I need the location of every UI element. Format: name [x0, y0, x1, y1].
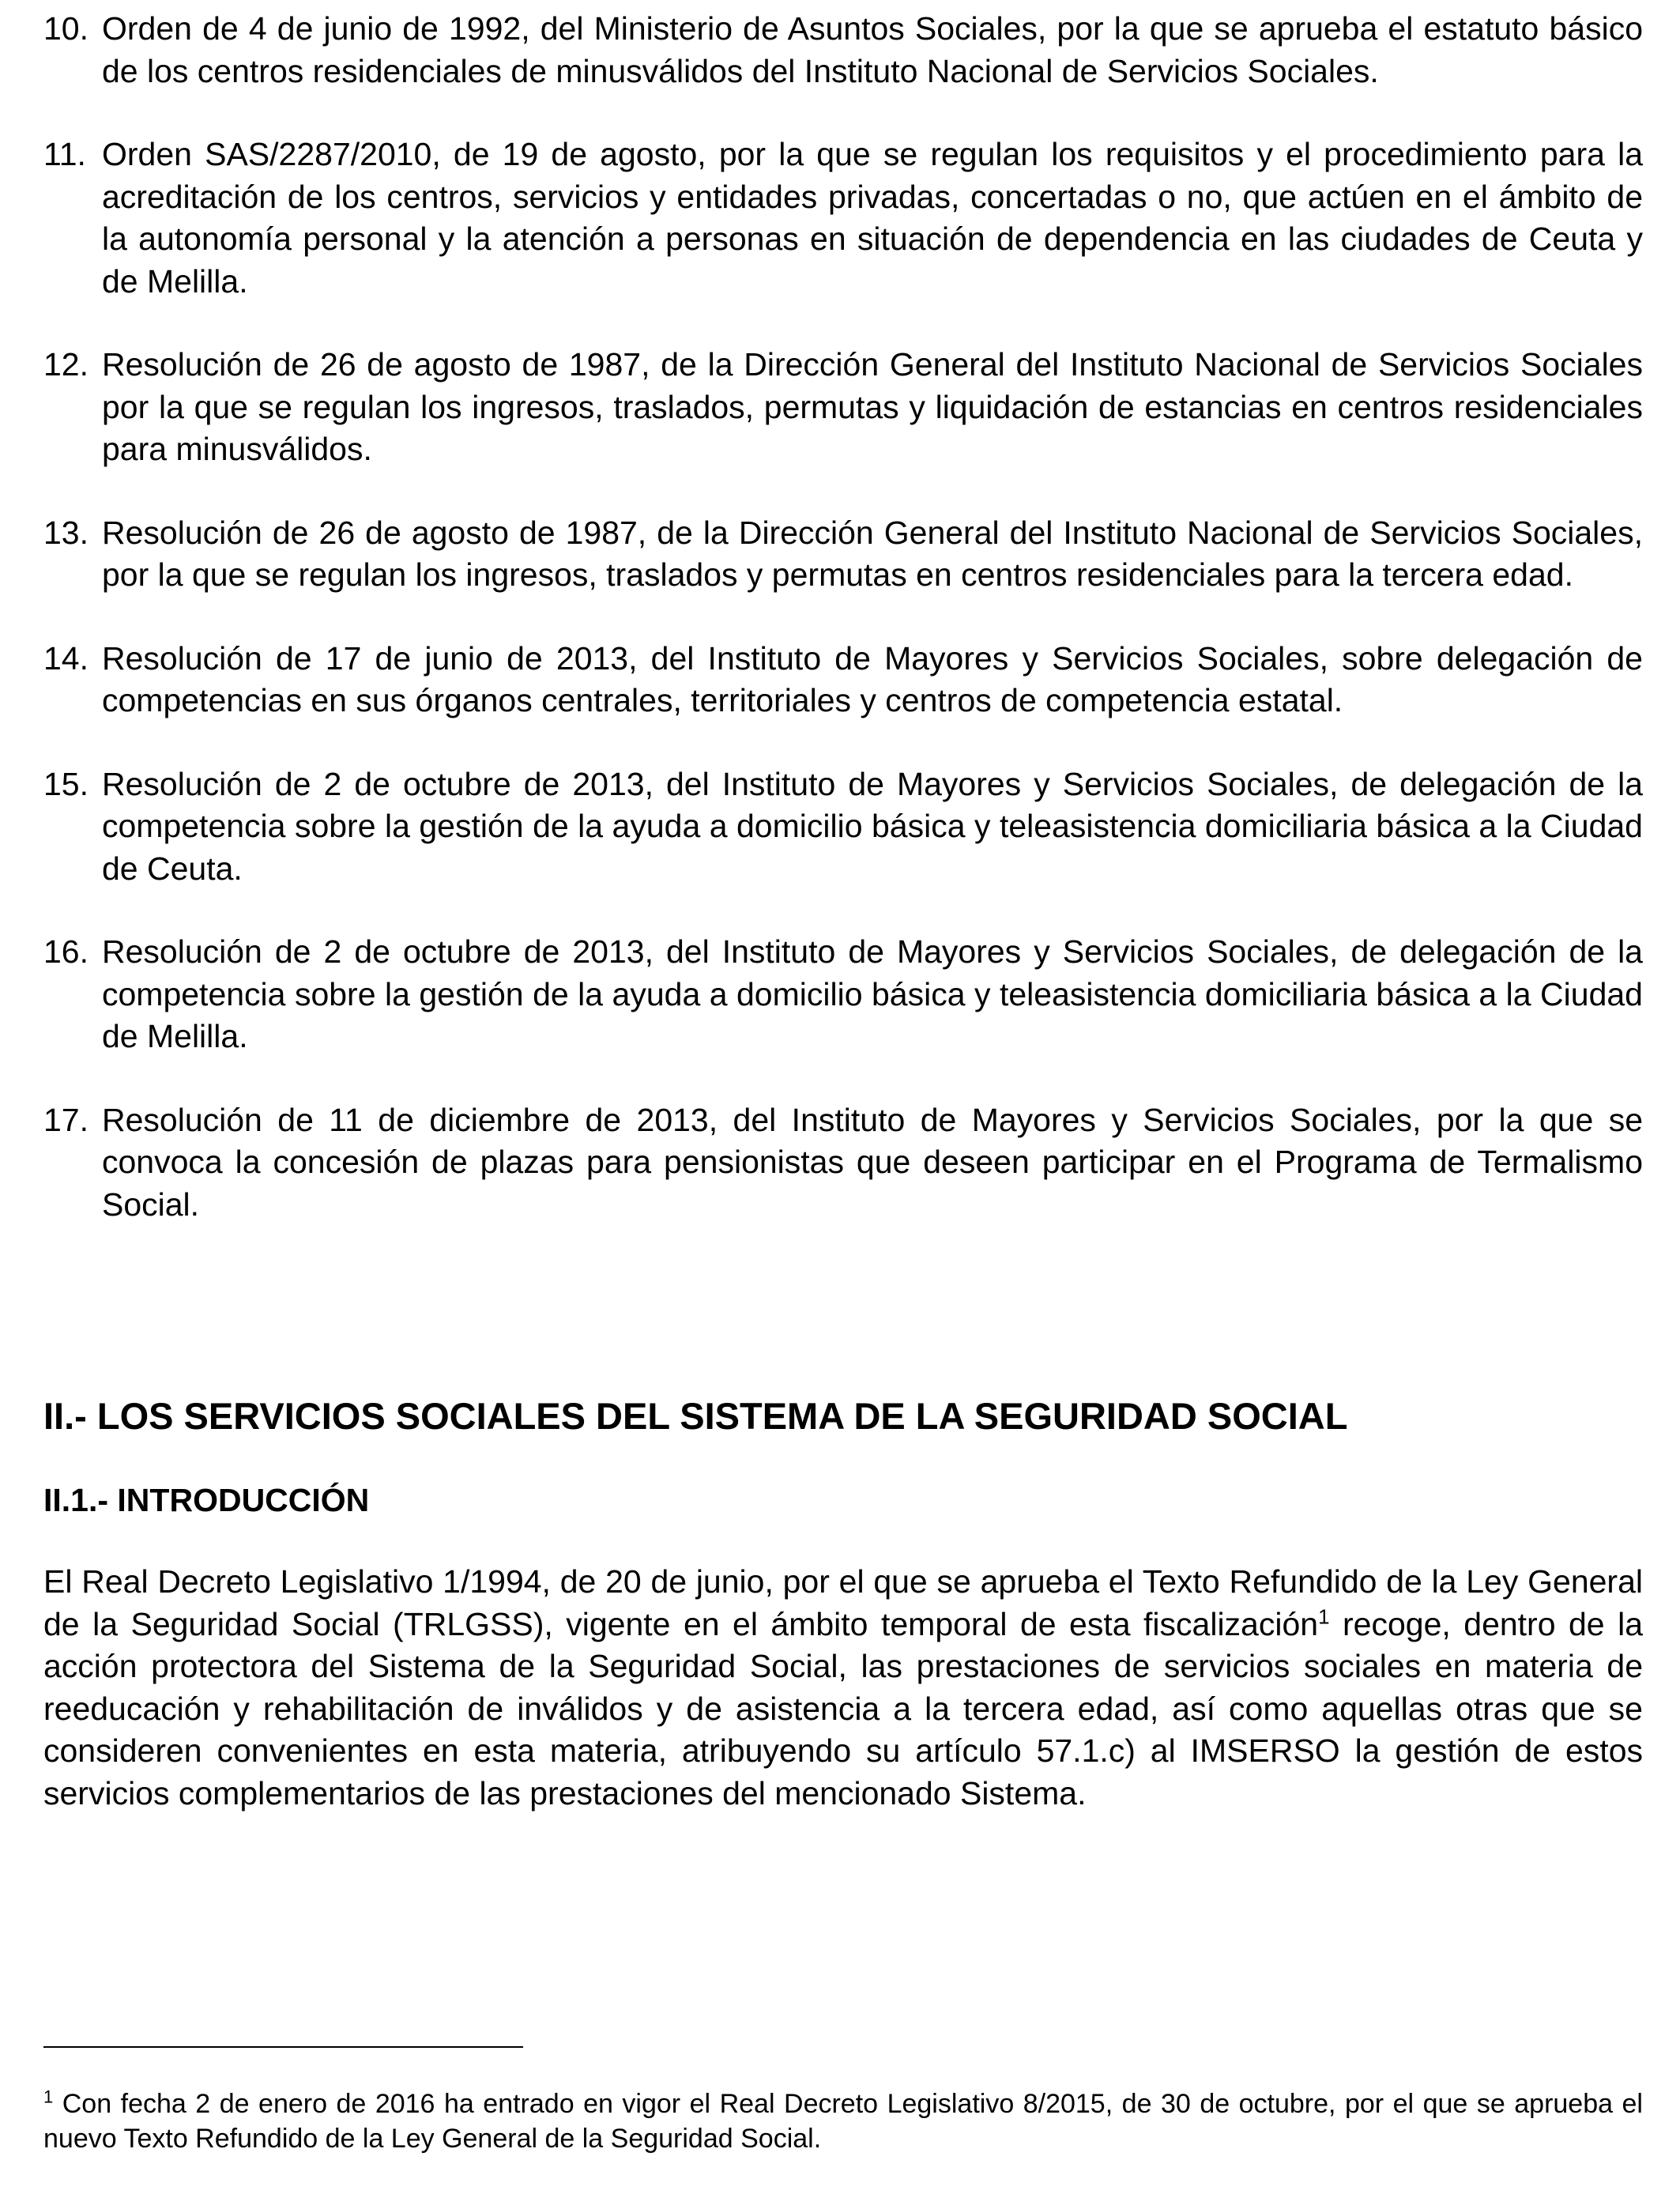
list-item-text: Resolución de 11 de diciembre de 2013, del Instituto de Mayores y Servicios Sociales, por la que se convoca la concesión de plazas para pensionistas que deseen participar en el Programa de Termalismo Social. — [102, 1101, 1643, 1223]
list-item-text: Resolución de 2 de octubre de 2013, del Instituto de Mayores y Servicios Sociales, de delegación de la competencia sobre la gestión de la ayuda a domicilio básica y teleasistencia domiciliaria básica a la Ciudad de Ceuta. — [102, 765, 1643, 887]
list-item-number: 10. — [43, 10, 89, 47]
list-item-number: 14. — [43, 639, 89, 677]
list-item-number: 12. — [43, 346, 89, 383]
footnote-reference: 1 — [1318, 1604, 1330, 1628]
footnote-separator — [43, 2046, 523, 2048]
list-item — [43, 638, 1643, 722]
list-item-text: Resolución de 17 de junio de 2013, del Instituto de Mayores y Servicios Sociales, sobre delegación de competencias en sus órganos centrales, territoriales y centros de competencia estatal. — [102, 639, 1643, 718]
footnote — [43, 2087, 1643, 2156]
paragraph-text-end: recoge, dentro de la acción protectora del Sistema de la Seguridad Social, las prestaciones de servicios sociales en materia de reeducación y rehabilitación de inválidos y de asistencia a la tercera edad, así como aquellas otras que se consideren convenientes en esta materia, atribuyendo su artículo 57.1.c) al IMSERSO la gestión de estos servicios complementarios de las prestaciones del mencionado Sistema. — [43, 1605, 1643, 1811]
list-item-text: Orden de 4 de junio de 1992, del Ministerio de Asuntos Sociales, por la que se aprueba el estatuto básico de los centros residenciales de minusválidos del Instituto Nacional de Servicios Sociales. — [102, 10, 1643, 89]
list-item-number: 16. — [43, 933, 89, 970]
legislation-list — [43, 8, 1643, 1267]
list-item-text: Resolución de 2 de octubre de 2013, del Instituto de Mayores y Servicios Sociales, de delegación de la competencia sobre la gestión de la ayuda a domicilio básica y teleasistencia domiciliaria básica a la Ciudad de Melilla. — [102, 933, 1643, 1054]
list-item-number: 17. — [43, 1101, 89, 1138]
list-item — [43, 134, 1643, 303]
list-item — [43, 1099, 1643, 1227]
list-item — [43, 512, 1643, 597]
list-item — [43, 344, 1643, 471]
footnote-marker: 1 — [43, 2087, 54, 2107]
list-item-number: 13. — [43, 514, 89, 551]
list-item-text: Resolución de 26 de agosto de 1987, de la Dirección General del Instituto Nacional de Servicios Sociales por la que se regulan los ingresos, traslados, permutas y liquidación de estancias en centros residenciales para minusválidos. — [102, 346, 1643, 467]
list-item — [43, 931, 1643, 1058]
list-item-text: Orden SAS/2287/2010, de 19 de agosto, por la que se regulan los requisitos y el procedimiento para la acreditación de los centros, servicios y entidades privadas, concertadas o no, que actúen en el ámbito de la autonomía personal y la atención a personas en situación de dependencia en las ciudades de Ceuta y de Melilla. — [102, 136, 1643, 300]
subsection-heading: II.1.- INTRODUCCIÓN — [43, 1482, 370, 1518]
list-item — [43, 763, 1643, 891]
section-heading: II.- LOS SERVICIOS SOCIALES DEL SISTEMA DE LA SEGURIDAD SOCIAL — [43, 1395, 1348, 1437]
footnote-text: Con fecha 2 de enero de 2016 ha entrado en vigor el Real Decreto Legislativo 8/2015, de 30 de octubre, por el que se aprueba el nuevo Texto Refundido de la Ley General de la Seguridad Social. — [43, 2089, 1643, 2154]
paragraph-text-start: El Real Decreto Legislativo 1/1994, de 20 de junio, por el que se aprueba el Texto Refundido de la Ley General de la Seguridad Social (TRLGSS), vigente en el ámbito temporal de esta fiscalización — [43, 1563, 1643, 1642]
list-item — [43, 8, 1643, 92]
list-item-number: 15. — [43, 765, 89, 802]
list-item-number: 11. — [43, 136, 86, 172]
list-item-text: Resolución de 26 de agosto de 1987, de la Dirección General del Instituto Nacional de Servicios Sociales, por la que se regulan los ingresos, traslados y permutas en centros residenciales para la tercera edad. — [102, 514, 1643, 593]
intro-paragraph — [43, 1561, 1643, 1815]
